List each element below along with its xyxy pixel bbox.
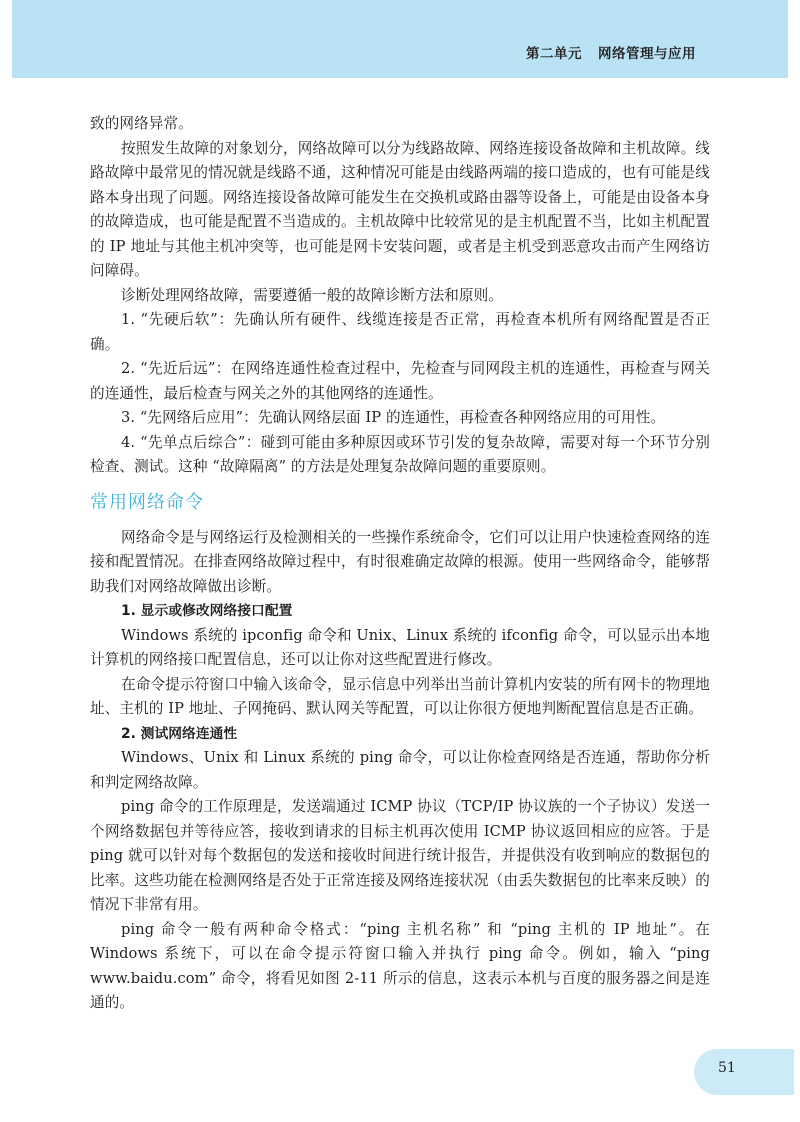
section-title: 常用网络命令 (90, 491, 204, 513)
paragraph: Windows、Unix 和 Linux 系统的 ping 命令，可以让你检查网络是否连通，帮助你分析和判定网络故障。 (90, 749, 710, 791)
list-item: 2. “先近后远”：在网络连通性检查过程中，先检查与同网段主机的连通性，再检查与网关的连通性，最后检查与网关之外的其他网络的连通性。 (90, 360, 710, 402)
paragraph: 致的网络异常。 (90, 115, 193, 132)
header-band (12, 0, 788, 78)
subsection-title: 1. 显示或修改网络接口配置 (121, 603, 293, 619)
paragraph: 在命令提示符窗口中输入该命令，显示信息中列举出当前计算机内安装的所有网卡的物理地址、主机的 IP 地址、子网掩码、默认网关等配置，可以让你很方便地判断配置信息是否正确。 (90, 675, 710, 717)
paragraph: 诊断处理网络故障，需要遵循一般的故障诊断方法和原则。 (121, 286, 504, 304)
running-header (526, 42, 696, 62)
paragraph: ping 命令一般有两种命令格式：“ping 主机名称” 和 “ping 主机的 IP 地址”。在 Windows 系统下，可以在命令提示符窗口输入并执行 ping 命令。例如，输入 “ping www.baidu.com” 命令，将看见如图 2-11 所示的信息，这表示本机与百度的服务器之间是连通的。 (90, 920, 710, 1011)
header-title: 网络管理与应用 (598, 46, 696, 62)
subsection-title: 2. 测试网络连通性 (121, 725, 238, 742)
list-item: 4. “先单点后综合”：碰到可能由多种原因或环节引发的复杂故障，需要对每一个环节分别检查、测试。这种 “故障隔离” 的方法是处理复杂故障问题的重要原则。 (90, 433, 710, 475)
page-number: 51 (718, 1060, 736, 1076)
page-number-tab (694, 1049, 794, 1095)
paragraph: Windows 系统的 ipconfig 命令和 Unix、Linux 系统的 ifconfig 命令，可以显示出本地计算机的网络接口配置信息，还可以让你对这些配置进行修改。 (90, 626, 710, 668)
paragraph: ping 命令的工作原理是，发送端通过 ICMP 协议（TCP/IP 协议族的一个子协议）发送一个网络数据包并等待应答，接收到请求的目标主机再次使用 ICMP 协议返回相应的应答。于是 ping 就可以针对每个数据包的发送和接收时间进行统计报告，并提供没有收到响应的数据包的比率。这些功能在检测网络是否处于正常连接及网络连接状况（由丢失数据包的比率来反映）的情况下非常有用。 (90, 798, 710, 913)
header-unit: 第二单元 (526, 46, 582, 62)
list-item: 3. “先网络后应用”：先确认网络层面 IP 的连通性，再检查各种网络应用的可用性。 (121, 409, 666, 426)
paragraph: 网络命令是与网络运行及检测相关的一些操作系统命令，它们可以让用户快速检查网络的连接和配置情况。在排查网络故障过程中，有时很难确定故障的根源。使用一些网络命令，能够帮助我们对网络故障做出诊断。 (90, 528, 710, 595)
paragraph: 按照发生故障的对象划分，网络故障可以分为线路故障、网络连接设备故障和主机故障。线路故障中最常见的情况就是线路不通，这种情况可能是由线路两端的接口造成的，也有可能是线路本身出现了问题。网络连接设备故障可能发生在交换机或路由器等设备上，可能是由设备本身的故障造成，也可能是配置不当造成的。主机故障中比较常见的是主机配置不当，比如主机配置的 IP 地址与其他主机冲突等，也可能是网卡安装问题，或者是主机受到恶意攻击而产生网络访问障碍。 (90, 139, 710, 279)
list-item: 1. “先硬后软”：先确认所有硬件、线缆连接是否正常，再检查本机所有网络配置是否正确。 (90, 311, 710, 353)
main-content (90, 112, 710, 1016)
